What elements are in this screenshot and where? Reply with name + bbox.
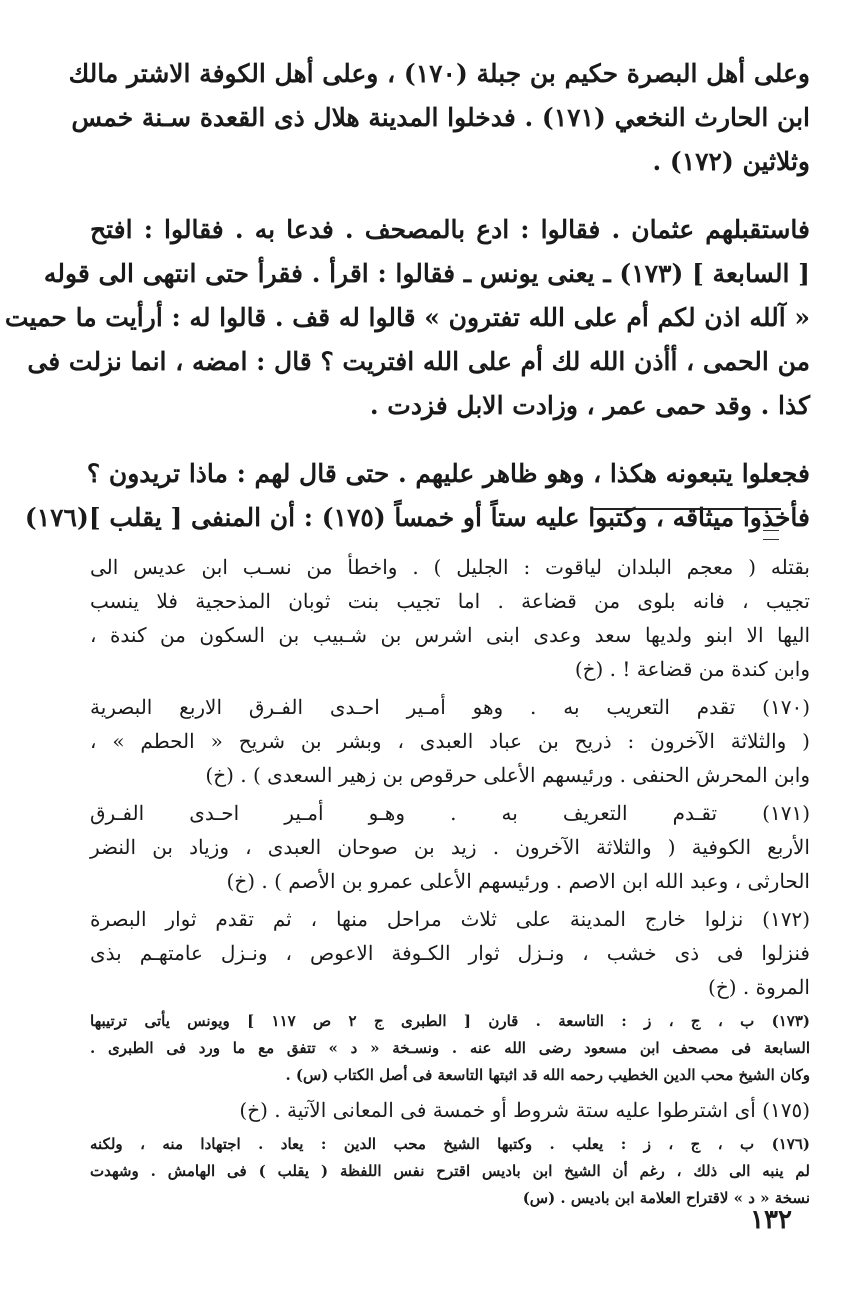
footnote-line: (١٧١) تقـدم التعريف به . وهـو أمـير احـدى الفـرق (90, 801, 810, 825)
text-line: وعلى أهل البصرة حكيم بن جبلة (١٧٠) ، وعلى أهل الكوفة الاشتر مالك (68, 59, 810, 88)
main-paragraph (4, 208, 810, 428)
footnote-173 (90, 1008, 810, 1089)
footnote-line: وابن المحرش الحنفى . ورئيسهم الأعلى حرقوص بن زهير السعدى ) . (خ) (205, 763, 810, 787)
footnote-line: (١٧٣) ب ، ج ، ز : التاسعة . قارن [ الطبرى ج ٢ ص ١١٧ ] ويونس يأتى ترتيبها (90, 1012, 810, 1030)
paragraph-gap (90, 428, 810, 452)
footnote-176 (90, 1131, 810, 1212)
footnote-line: (١٧٠) تقدم التعريب به . وهو أمـير احـدى الفـرق الاربع البصرية (90, 695, 810, 719)
footnote-separator (591, 508, 781, 510)
footnote-175 (90, 1093, 810, 1127)
text-line: كذا . وقد حمى عمر ، وزادت الابل فزدت . (369, 391, 810, 420)
text-line: فجعلوا يتبعونه هكذا ، وهو ظاهر عليهم . حتى قال لهم : ماذا تريدون ؟ (86, 459, 810, 488)
footnote-172 (90, 902, 810, 1004)
footnote-line: السابعة فى مصحف ابن مسعود رضى الله عنه . ونسـخة « د » تتفق مع ما ورد فى الطبرى . (90, 1039, 810, 1057)
footnote-line: المروة . (خ) (708, 975, 810, 999)
footnote-line: اليها الا ابنو ولديها سعد وعدى ابنى اشرس بن شـبيب بن السكون من كندة ، (90, 623, 810, 647)
footnote (90, 550, 810, 686)
footnote-line: وكان الشيخ محب الدين الخطيب رحمه الله قد اثبتها التاسعة فى أصل الكتاب (س) . (285, 1066, 810, 1084)
main-paragraph (24, 452, 810, 540)
main-text (4, 52, 810, 540)
footnote-line: ( والثلاثة الآخرون : ذريح بن عباد العبدى ، وبشر بن شريح « الحطم » ، (90, 729, 810, 753)
footnote-line: نسخة « د » لاقتراح العلامة ابن باديس . (س) (522, 1189, 810, 1207)
footnote-line: الأربع الكوفية ( والثلاثة الآخرون . زيد بن صوحان العبدى ، وزياد بن النضر (90, 835, 810, 859)
paragraph-gap (90, 184, 810, 208)
text-line: من الحمى ، أأذن الله لك أم على الله افتريت ؟ قال : امضه ، انما نزلت فى (27, 347, 810, 376)
text-line: وثلاثين (١٧٢) . (652, 147, 810, 176)
footnote-line: بقتله ( معجم البلدان لياقوت : الجليل ) . واخطأ من نسـب ابن عديس الى (90, 555, 810, 579)
footnote-line: لم ينبه الى ذلك ، رغم أن الشيخ ابن باديس اقترح نفس اللفظة ( يقلب ) فى الهامش . وشهدت (90, 1162, 810, 1180)
text-line: فاستقبلهم عثمان . فقالوا : ادع بالمصحف . فدعا به . فقالوا : افتح (90, 215, 810, 244)
main-paragraph (68, 52, 810, 184)
continuation-mark (763, 530, 779, 540)
footnotes (90, 550, 810, 1212)
footnote-line: وابن كندة من قضاعة ! . (خ) (574, 657, 810, 681)
footnote-line: تجيب ، فانه بلوى من قضاعة . اما تجيب بنت ثوبان المذحجية فلا ينسب (90, 589, 810, 613)
footnote-line: الحارثى ، وعبد الله ابن الاصم . ورئيسهم الأعلى عمرو بن الأصم ) . (خ) (226, 869, 810, 893)
footnote-line: (١٧٦) ب ، ج ، ز : يعلب . وكتبها الشيخ محب الدين : يعاد . اجتهادا منه ، ولكنه (90, 1135, 810, 1153)
footnote-line: (١٧٢) نزلوا خارج المدينة على ثلاث مراحل منها ، ثم تقدم ثوار البصرة (90, 907, 810, 931)
footnote-line: فنزلوا فى ذى خشب ، ونـزل ثوار الكـوفة الاعوص ، ونـزل عامتهـم بذى (90, 941, 810, 965)
footnote-line: (١٧٥) أى اشترطوا عليه ستة شروط أو خمسة فى المعانى الآتية . (خ) (239, 1098, 810, 1122)
text-line: ابن الحارث النخعي (١٧١) . فدخلوا المدينة هلال ذى القعدة سـنة خمس (71, 103, 810, 132)
text-line: « آلله اذن لكم أم على الله تفترون » قالوا له قف . قالوا له : أرأيت ما حميت (4, 303, 810, 332)
footnote-170 (90, 690, 810, 792)
footnote-171 (90, 796, 810, 898)
text-line: فأخذوا ميثاقه ، وكتبوا عليه ستاً أو خمساً (١٧٥) : أن المنفى [ يقلب ](١٧٦) (24, 503, 810, 532)
page-number: ١٣٢ (750, 1205, 792, 1235)
text-line: [ السابعة ] (١٧٣) ـ يعنى يونس ـ فقالوا : اقرأ . فقرأ حتى انتهى الى قوله (43, 259, 810, 288)
